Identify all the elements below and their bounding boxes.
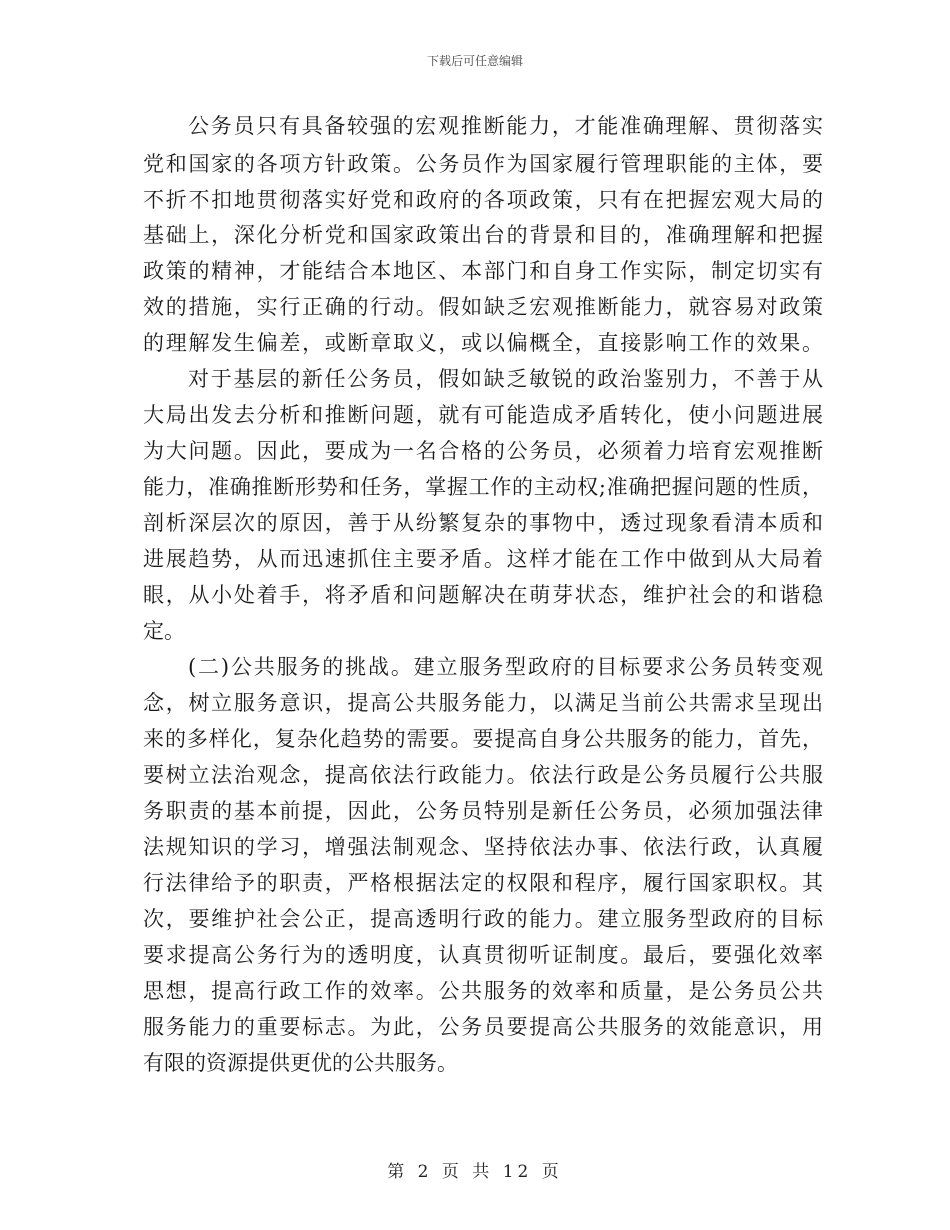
text-line: 服务能力的重要标志。为此，公务员要提高公共服务的效能意识，用 bbox=[143, 1015, 823, 1039]
text-line: 次，要维护社会公正，提高透明行政的能力。建立服务型政府的目标 bbox=[143, 907, 823, 931]
page-number: 第 2 页 共 12 页 bbox=[387, 1162, 563, 1182]
text-line: 的理解发生偏差，或断章取义，或以偏概全，直接影响工作的效果。 bbox=[143, 331, 823, 355]
text-line: 党和国家的各项方针政策。公务员作为国家履行管理职能的主体，要 bbox=[143, 152, 823, 176]
text-line: 能力，准确推断形势和任务，掌握工作的主动权;准确把握问题的性质， bbox=[143, 475, 823, 499]
text-line: 基础上，深化分析党和国家政策出台的背景和目的，准确理解和把握 bbox=[143, 223, 823, 247]
text-line: 定。 bbox=[143, 619, 185, 643]
text-line: (二)公共服务的挑战。建立服务型政府的目标要求公务员转变观 bbox=[188, 655, 823, 679]
text-line: 眼，从小处着手，将矛盾和问题解决在萌芽状态，维护社会的和谐稳 bbox=[143, 583, 823, 607]
text-line: 要树立法治观念，提高依法行政能力。依法行政是公务员履行公共服 bbox=[143, 763, 823, 787]
text-line: 剖析深层次的原因，善于从纷繁复杂的事物中，透过现象看清本质和 bbox=[143, 511, 823, 535]
text-line: 思想，提高行政工作的效率。公共服务的效率和质量，是公务员公共 bbox=[143, 979, 823, 1003]
text-line: 念，树立服务意识，提高公共服务能力，以满足当前公共需求呈现出 bbox=[143, 691, 823, 715]
text-line: 法规知识的学习，增强法制观念、坚持依法办事、依法行政，认真履 bbox=[143, 835, 823, 859]
text-line: 务职责的基本前提，因此，公务员特别是新任公务员，必须加强法律 bbox=[143, 799, 823, 823]
text-line: 进展趋势，从而迅速抓住主要矛盾。这样才能在工作中做到从大局着 bbox=[143, 547, 823, 571]
page-header: 下载后可任意编辑 bbox=[426, 54, 523, 68]
text-line: 不折不扣地贯彻落实好党和政府的各项政策，只有在把握宏观大局的 bbox=[143, 188, 823, 212]
text-line: 为大问题。因此，要成为一名合格的公务员，必须着力培育宏观推断 bbox=[143, 439, 823, 463]
text-line: 公务员只有具备较强的宏观推断能力，才能准确理解、贯彻落实 bbox=[188, 114, 823, 138]
text-line: 大局出发去分析和推断问题，就有可能造成矛盾转化，使小问题进展 bbox=[143, 403, 823, 427]
text-line: 要求提高公务行为的透明度，认真贯彻听证制度。最后，要强化效率 bbox=[143, 943, 823, 967]
text-line: 效的措施，实行正确的行动。假如缺乏宏观推断能力，就容易对政策 bbox=[143, 295, 823, 319]
text-line: 来的多样化，复杂化趋势的需要。要提高自身公共服务的能力，首先， bbox=[143, 727, 823, 751]
text-line: 对于基层的新任公务员，假如缺乏敏锐的政治鉴别力，不善于从 bbox=[188, 367, 823, 391]
text-line: 行法律给予的职责，严格根据法定的权限和程序，履行国家职权。其 bbox=[143, 871, 823, 895]
text-line: 政策的精神，才能结合本地区、本部门和自身工作实际，制定切实有 bbox=[143, 259, 823, 283]
text-line: 有限的资源提供更优的公共服务。 bbox=[143, 1051, 458, 1075]
